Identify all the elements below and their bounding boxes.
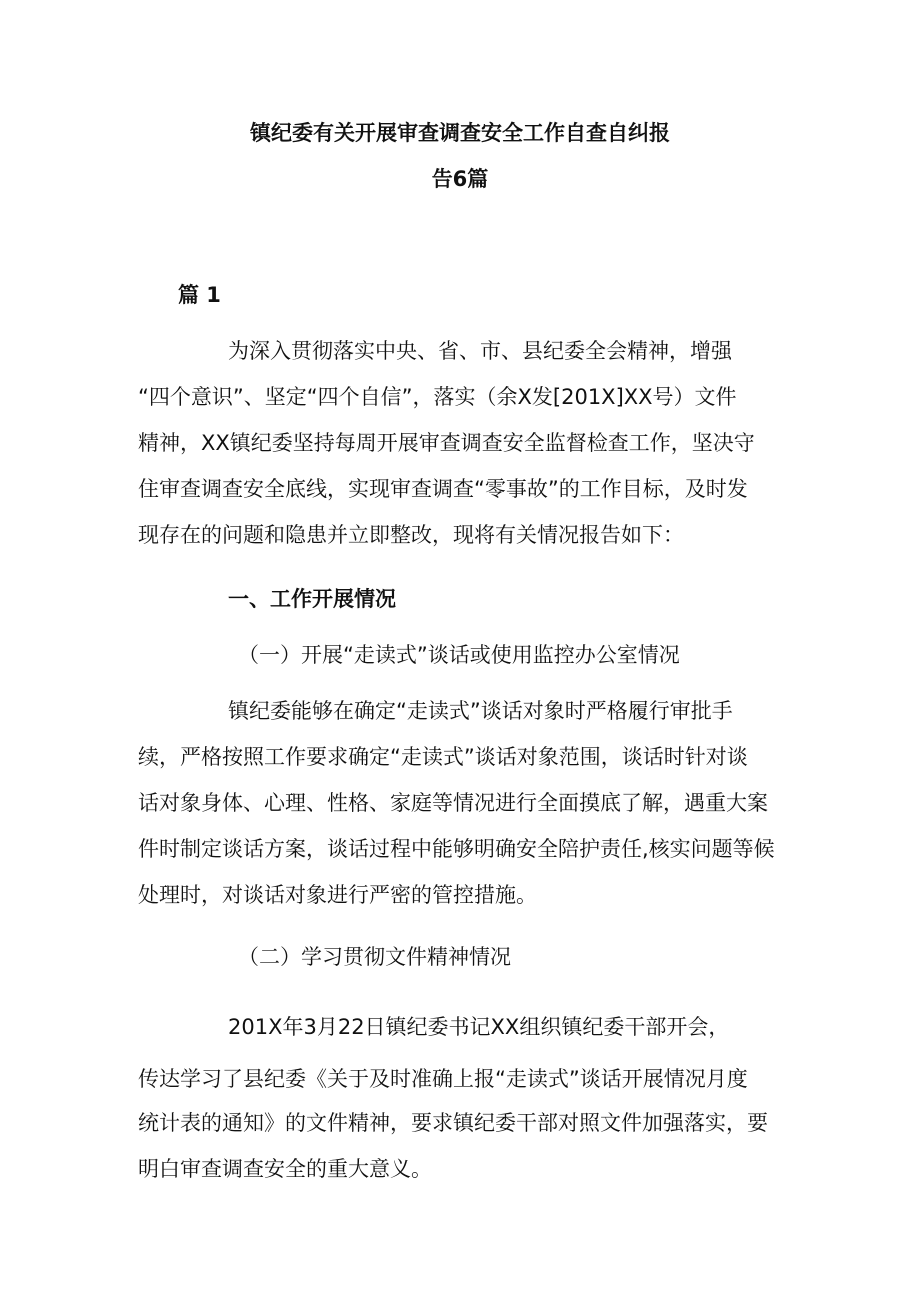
paragraph-1-line: 话对象身体、心理、性格、家庭等情况进行全面摸底了解，遇重大案 — [138, 791, 768, 815]
intro-line: 精神，XX镇纪委坚持每周开展审查调查安全监督检查工作，坚决守 — [138, 431, 755, 455]
paragraph-1-line: 镇纪委能够在确定“走读式”谈话对象时严格履行审批手 — [228, 699, 733, 723]
intro-line: “四个意识”、坚定“四个自信”，落实（余X发[201X]XX号）文件 — [138, 385, 737, 409]
paragraph-1-line: 处理时，对谈话对象进行严密的管控措施。 — [138, 883, 537, 907]
intro-line: 为深入贯彻落实中央、省、市、县纪委全会精神，增强 — [228, 339, 732, 363]
paragraph-2-line: 传达学习了县纪委《关于及时准确上报“走读式”谈话开展情况月度 — [138, 1067, 748, 1091]
intro-line: 现存在的问题和隐患并立即整改，现将有关情况报告如下： — [138, 523, 684, 547]
paragraph-1-line: 件时制定谈话方案，谈话过程中能够明确安全陪护责任,核实问题等候 — [138, 837, 775, 861]
heading-work-status: 一、工作开展情况 — [228, 587, 396, 611]
section-label: 篇 1 — [178, 283, 221, 307]
subheading-1: （一）开展“走读式”谈话或使用监控办公室情况 — [238, 643, 680, 667]
paragraph-2-line: 明白审查调查安全的重大意义。 — [138, 1157, 432, 1181]
paragraph-2-first-line: 201X年3月22日镇纪委书记XX组织镇纪委干部开会， — [228, 1015, 730, 1039]
intro-line: 住审查调查安全底线，实现审查调查“零事故”的工作目标，及时发 — [138, 477, 748, 501]
document-title-line-2: 告6篇 — [431, 167, 489, 191]
subheading-2: （二）学习贯彻文件精神情况 — [238, 945, 511, 969]
paragraph-2-line: 统计表的通知》的文件精神，要求镇纪委干部对照文件加强落实，要 — [138, 1111, 768, 1135]
document-title-line-1: 镇纪委有关开展审查调查安全工作自查自纠报 — [250, 121, 670, 145]
paragraph-1-line: 续，严格按照工作要求确定“走读式”谈话对象范围，谈话时针对谈 — [138, 745, 748, 769]
